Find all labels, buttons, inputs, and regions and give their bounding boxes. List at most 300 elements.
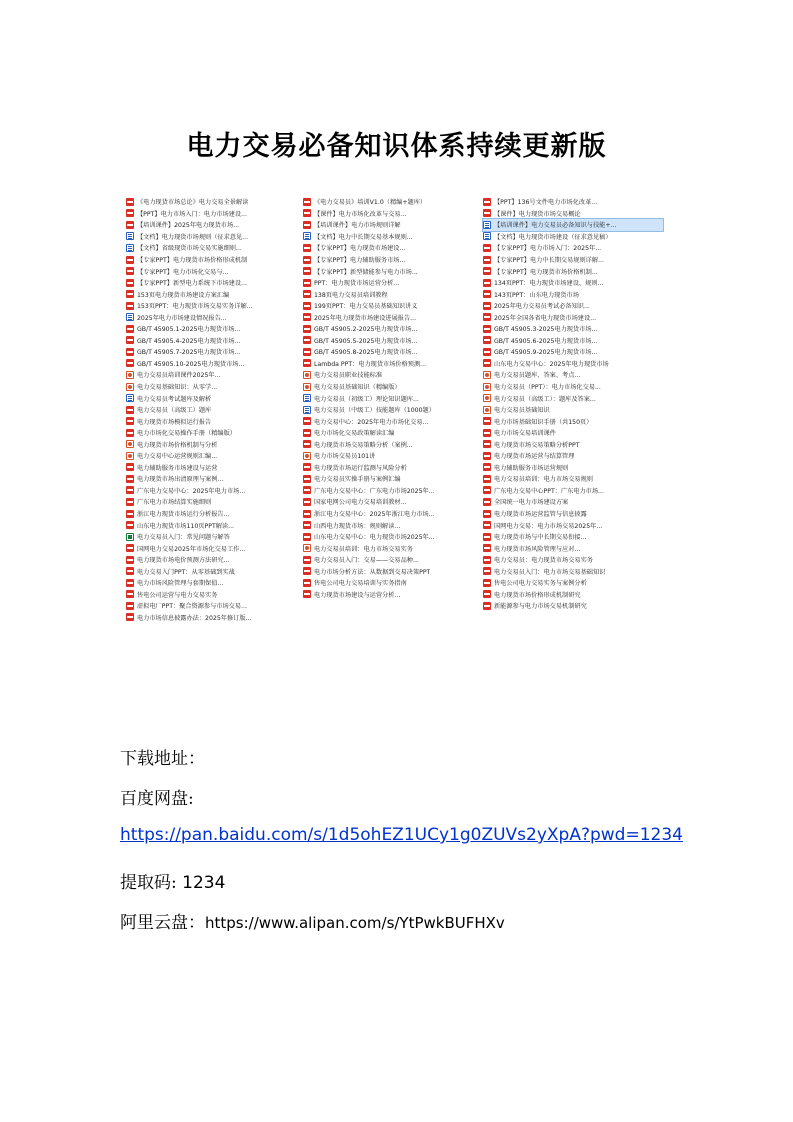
pdf-file-icon <box>303 209 311 217</box>
pdf-file-icon <box>303 417 311 425</box>
file-item[interactable] <box>303 392 483 404</box>
file-name: 电力现货市场电价预测方法研究... <box>137 557 230 565</box>
file-name: 广东电力市场结算实施细则 <box>137 499 212 507</box>
pdf-file-icon <box>483 556 491 564</box>
file-item[interactable] <box>303 415 483 427</box>
file-name: 电力现货市场与中长期交易衔接... <box>494 534 587 542</box>
file-item[interactable] <box>303 404 483 416</box>
pdf-file-icon <box>126 209 134 217</box>
file-item[interactable] <box>126 231 306 243</box>
file-name: GB/T 45905.9-2025电力现货市场... <box>494 349 598 357</box>
file-item[interactable] <box>126 519 306 531</box>
file-name: 电力交易员（高级工）：题库及答案... <box>494 395 596 403</box>
file-name: 电力辅助服务市场运营规则 <box>494 464 569 472</box>
file-item[interactable] <box>126 346 306 358</box>
file-name: GB/T 45905.10-2025电力现货市场... <box>137 360 245 368</box>
pdf-file-icon <box>483 267 491 275</box>
ppt-file-icon <box>126 383 134 391</box>
file-item[interactable] <box>126 404 306 416</box>
file-name: 电力交易员入门：交易——交易品种... <box>314 557 419 565</box>
pdf-file-icon <box>483 486 491 494</box>
pdf-file-icon <box>483 440 491 448</box>
pdf-file-icon <box>126 590 134 598</box>
file-name: 《电力现货市场总论》电力交易全景解读 <box>137 199 249 207</box>
file-item[interactable] <box>483 254 663 266</box>
file-item[interactable] <box>126 242 306 254</box>
document-title: 电力交易必备知识体系持续更新版 <box>186 131 607 162</box>
file-item[interactable] <box>126 485 306 497</box>
file-item[interactable] <box>126 323 306 335</box>
file-item[interactable] <box>483 496 663 508</box>
baidu-label: 百度网盘: <box>120 789 194 809</box>
file-item[interactable] <box>483 450 663 462</box>
pdf-file-icon <box>303 440 311 448</box>
file-name: 电力交易员基础知识（精编版） <box>314 384 401 392</box>
file-name: 电力交易员职业技能标准 <box>314 372 383 380</box>
pdf-file-icon <box>126 556 134 564</box>
pdf-file-icon <box>126 302 134 310</box>
file-item[interactable] <box>483 427 663 439</box>
file-item[interactable] <box>303 577 483 589</box>
file-item[interactable] <box>483 335 663 347</box>
pdf-file-icon <box>303 486 311 494</box>
file-item[interactable] <box>126 381 306 393</box>
pdf-file-icon <box>483 579 491 587</box>
file-item[interactable] <box>483 346 663 358</box>
file-item[interactable] <box>483 600 663 612</box>
file-column-1 <box>126 196 306 623</box>
pdf-file-icon <box>303 221 311 229</box>
file-name: 电力现货市场价格形成机制研究 <box>494 591 581 599</box>
file-item[interactable] <box>483 219 663 231</box>
ppt-file-icon <box>126 452 134 460</box>
file-name: 【文档】电力现货市场规则（征求意见... <box>137 233 249 241</box>
file-name: 电力交易员培训课件2025年... <box>137 372 221 380</box>
file-item[interactable] <box>303 346 483 358</box>
file-item[interactable] <box>126 600 306 612</box>
aliyun-label: 阿里云盘： <box>120 913 205 933</box>
file-name: 【培训课件】电力交易员必备知识与技能+... <box>494 222 617 230</box>
file-name: GB/T 45905.5-2025电力现货市场... <box>314 337 418 345</box>
file-name: 【专家PPT】电力市场入门：2025年... <box>494 245 602 253</box>
file-item[interactable] <box>126 554 306 566</box>
file-name: 【文档】电力现货市场建设（征求意见稿） <box>494 233 612 241</box>
file-item[interactable] <box>303 242 483 254</box>
file-item[interactable] <box>483 542 663 554</box>
pdf-file-icon <box>483 279 491 287</box>
file-item[interactable] <box>483 323 663 335</box>
file-item[interactable] <box>126 496 306 508</box>
pdf-file-icon <box>303 348 311 356</box>
file-item[interactable] <box>483 288 663 300</box>
doc-file-icon <box>126 394 134 402</box>
pdf-file-icon <box>126 417 134 425</box>
file-item[interactable] <box>126 335 306 347</box>
pdf-file-icon <box>126 221 134 229</box>
file-name: 电力现货市场出清原理与案例... <box>137 476 224 484</box>
file-name: 国网电力交易2025年市场化交易工作... <box>137 545 246 553</box>
file-item[interactable] <box>126 531 306 543</box>
file-item[interactable] <box>303 473 483 485</box>
file-name: 电力辅助服务市场建设与运营 <box>137 464 218 472</box>
pdf-file-icon <box>126 325 134 333</box>
file-name: 【培训课件】电力市场规则详解 <box>314 222 401 230</box>
file-item[interactable] <box>483 531 663 543</box>
file-item[interactable] <box>483 508 663 520</box>
pdf-file-icon <box>303 429 311 437</box>
pdf-file-icon <box>126 463 134 471</box>
file-item[interactable] <box>126 589 306 601</box>
file-item[interactable] <box>303 485 483 497</box>
file-name: 电力市场交易员101讲 <box>314 453 376 461</box>
pdf-file-icon <box>303 533 311 541</box>
file-name: GB/T 45905.6-2025电力现货市场... <box>494 337 598 345</box>
pdf-file-icon <box>303 313 311 321</box>
ppt-file-icon <box>303 371 311 379</box>
file-item[interactable] <box>126 508 306 520</box>
pdf-file-icon <box>126 406 134 414</box>
file-item[interactable] <box>303 554 483 566</box>
file-name: 《电力交易员》培训V1.0（精编+题库） <box>314 199 427 207</box>
file-name: 国家电网公司电力交易培训教材... <box>314 499 407 507</box>
file-item[interactable] <box>483 438 663 450</box>
pdf-file-icon <box>303 556 311 564</box>
file-name: 山西电力现货市场：规则解读... <box>314 522 401 530</box>
file-item[interactable] <box>126 277 306 289</box>
file-item[interactable] <box>303 462 483 474</box>
file-item[interactable] <box>126 577 306 589</box>
file-name: 电力交易中心运营规则汇编... <box>137 453 218 461</box>
file-name: 【专家PPT】电力现货市场价格机制... <box>494 268 598 276</box>
file-item[interactable] <box>303 531 483 543</box>
file-item[interactable] <box>303 381 483 393</box>
pdf-file-icon <box>483 256 491 264</box>
pdf-file-icon <box>483 209 491 217</box>
file-item[interactable] <box>483 369 663 381</box>
doc-file-icon <box>126 313 134 321</box>
pdf-file-icon <box>303 579 311 587</box>
pdf-file-icon <box>126 336 134 344</box>
file-name: GB/T 45905.7-2025电力现货市场... <box>137 349 241 357</box>
file-name: 电力交易中心：2025年电力市场化交易... <box>314 418 429 426</box>
pdf-file-icon <box>126 290 134 298</box>
file-name: 2025年电力市场建设情况报告... <box>137 314 227 322</box>
file-item[interactable] <box>126 438 306 450</box>
file-name: 电力交易员入门：常见问题与解答 <box>137 534 230 542</box>
file-item[interactable] <box>483 208 663 220</box>
file-item[interactable] <box>483 231 663 243</box>
file-item[interactable] <box>483 589 663 601</box>
file-item[interactable] <box>126 208 306 220</box>
file-name: GB/T 45905.4-2025电力现货市场... <box>137 337 241 345</box>
file-name: 电力现货市场建设与运营分析... <box>314 591 401 599</box>
file-name: 【PPT】电力市场入门：电力市场建设... <box>137 210 247 218</box>
pdf-file-icon <box>483 336 491 344</box>
xls-file-icon <box>126 533 134 541</box>
pdf-file-icon <box>126 348 134 356</box>
file-item[interactable] <box>126 288 306 300</box>
file-item[interactable] <box>303 589 483 601</box>
pdf-file-icon <box>126 256 134 264</box>
file-item[interactable] <box>126 462 306 474</box>
baidu-pan-link[interactable]: https://pan.baidu.com/s/1d5ohEZ1UCy1g0ZUVs2yXpA?pwd=1234 <box>120 825 683 845</box>
file-name: 电力交易员实操手册与案例汇编 <box>314 476 401 484</box>
file-item[interactable] <box>483 381 663 393</box>
ppt-file-icon <box>483 394 491 402</box>
file-item[interactable] <box>303 277 483 289</box>
file-item[interactable] <box>483 577 663 589</box>
pdf-file-icon <box>126 544 134 552</box>
pdf-file-icon <box>483 348 491 356</box>
pdf-file-icon <box>483 313 491 321</box>
pdf-file-icon <box>303 336 311 344</box>
file-name: 广东电力交易中心PPT：广东电力市场... <box>494 487 604 495</box>
pdf-file-icon <box>483 452 491 460</box>
aliyun-line <box>120 908 505 933</box>
pdf-file-icon <box>303 463 311 471</box>
pdf-file-icon <box>483 198 491 206</box>
file-item[interactable] <box>303 254 483 266</box>
file-name: 电力交易员（中级工）技能题库（1000题） <box>314 407 435 415</box>
pdf-file-icon <box>126 510 134 518</box>
file-name: GB/T 45905.3-2025电力现货市场... <box>494 326 598 334</box>
pdf-file-icon <box>483 602 491 610</box>
file-item[interactable] <box>303 219 483 231</box>
file-item[interactable] <box>303 496 483 508</box>
file-name: 【专家PPT】电力中长期交易规则详解... <box>494 257 604 264</box>
ppt-file-icon <box>483 383 491 391</box>
file-name: 电力市场化交易操作手册（精编版） <box>137 430 236 438</box>
file-name: 售电公司运营与电力交易实务 <box>137 591 218 599</box>
file-name: 电力交易基础知识：从零学... <box>137 384 218 392</box>
file-item[interactable] <box>126 542 306 554</box>
file-name: 电力交易员：电力现货市场交易实务 <box>494 557 593 565</box>
file-name: 电力现货市场模拟运行报告 <box>137 418 212 426</box>
doc-file-icon <box>126 232 134 240</box>
file-item[interactable] <box>303 311 483 323</box>
pdf-file-icon <box>483 544 491 552</box>
file-name: 【专家PPT】电力市场化交易与... <box>137 268 229 276</box>
pdf-file-icon <box>483 521 491 529</box>
file-item[interactable] <box>303 288 483 300</box>
file-name: 电力交易员考试题库及解析 <box>137 395 212 403</box>
file-item[interactable] <box>303 450 483 462</box>
file-item[interactable] <box>303 438 483 450</box>
pdf-file-icon <box>126 602 134 610</box>
file-name: PPT：电力现货市场运营分析... <box>314 280 400 288</box>
file-name: 国网电力交易：电力市场交易2025年... <box>494 522 603 530</box>
pdf-file-icon <box>483 417 491 425</box>
pdf-file-icon <box>126 475 134 483</box>
file-name: 电力市场交易培训课件 <box>494 430 556 438</box>
file-item[interactable] <box>126 358 306 370</box>
file-name: 电力市场化交易政策解读汇编 <box>314 430 395 438</box>
file-item[interactable] <box>483 242 663 254</box>
file-name: 电力交易员（高级工）题库 <box>137 407 212 415</box>
file-item[interactable] <box>483 485 663 497</box>
aliyun-url: https://www.alipan.com/s/YtPwkBUFHXv <box>205 914 505 932</box>
file-name: 153页PPT：电力现货市场交易实务详解... <box>137 303 253 311</box>
pdf-file-icon <box>126 279 134 287</box>
file-item[interactable] <box>126 265 306 277</box>
ppt-file-icon <box>483 371 491 379</box>
file-item[interactable] <box>303 542 483 554</box>
file-item[interactable] <box>483 554 663 566</box>
file-name: 浙江电力交易中心：2025年浙江电力市场... <box>314 511 435 519</box>
file-item[interactable] <box>303 369 483 381</box>
file-name: 【专家PPT】电力现货市场价格形成机制 <box>137 257 248 264</box>
ppt-file-icon <box>126 371 134 379</box>
file-name: 虚拟电厂PPT：聚合资源参与市场交易... <box>137 603 247 611</box>
extraction-code-label: 提取码: <box>120 873 177 893</box>
file-item[interactable] <box>483 300 663 312</box>
file-name: 【培训课件】2025年电力现货市场... <box>137 222 240 230</box>
file-name: 电力市场信息披露办法：2025年修订版... <box>137 614 252 622</box>
file-item[interactable] <box>483 392 663 404</box>
file-item[interactable] <box>126 219 306 231</box>
extraction-code-value: 1234 <box>182 873 226 893</box>
pdf-file-icon <box>126 486 134 494</box>
pdf-file-icon <box>483 244 491 252</box>
file-item[interactable] <box>483 519 663 531</box>
file-item[interactable] <box>303 231 483 243</box>
ppt-file-icon <box>303 544 311 552</box>
file-name: 电力现货市场运营与结算管理 <box>494 453 575 461</box>
pdf-file-icon <box>126 359 134 367</box>
pdf-file-icon <box>483 463 491 471</box>
file-name: 电力现货市场交易策略分析（案例... <box>314 441 413 449</box>
file-item[interactable] <box>483 415 663 427</box>
file-name: 电力交易员培训：电力市场交易实务 <box>314 545 413 553</box>
pdf-file-icon <box>126 498 134 506</box>
file-item[interactable] <box>126 254 306 266</box>
file-column-2 <box>303 196 483 600</box>
file-item[interactable] <box>483 566 663 578</box>
extraction-code-line <box>120 868 225 893</box>
file-item[interactable] <box>126 369 306 381</box>
file-item[interactable] <box>483 311 663 323</box>
doc-file-icon <box>303 232 311 240</box>
file-item[interactable] <box>303 358 483 370</box>
file-item[interactable] <box>126 566 306 578</box>
file-name: 电力交易员（初级工）理论知识题库... <box>314 395 419 403</box>
ppt-file-icon <box>303 383 311 391</box>
file-item[interactable] <box>303 208 483 220</box>
file-item[interactable] <box>483 265 663 277</box>
file-item[interactable] <box>303 519 483 531</box>
file-item[interactable] <box>126 392 306 404</box>
doc-file-icon <box>303 406 311 414</box>
file-item[interactable] <box>303 427 483 439</box>
file-name: GB/T 45905.1-2025电力现货市场... <box>137 326 241 334</box>
file-item[interactable] <box>303 265 483 277</box>
file-name: 电力市场分析方法：从数据到交易决策PPT <box>314 568 431 576</box>
file-name: 2025年全国各省电力现货市场建设... <box>494 314 597 322</box>
file-name: 电力交易入门PPT：从零基础到实战 <box>137 568 235 576</box>
file-name: GB/T 45905.2-2025电力现货市场... <box>314 326 418 334</box>
file-item[interactable] <box>303 335 483 347</box>
pdf-file-icon <box>126 198 134 206</box>
file-name: 电力现货市场运行监测与风险分析 <box>314 464 407 472</box>
file-item[interactable] <box>303 508 483 520</box>
file-name: 山东电力交易中心：电力现货市场2025年... <box>314 534 435 542</box>
file-name: 【专家PPT】电力辅助服务市场... <box>314 257 406 264</box>
pdf-file-icon <box>126 579 134 587</box>
pdf-file-icon <box>126 613 134 621</box>
file-item[interactable] <box>126 311 306 323</box>
pdf-file-icon <box>483 533 491 541</box>
file-name: 电力交易员入门：电力市场交易基础知识 <box>494 568 606 576</box>
file-name: 新能源参与电力市场交易机制研究 <box>494 603 587 611</box>
download-heading: 下载地址： <box>120 749 205 769</box>
file-name: 153页电力现货市场建设方案汇编 <box>137 291 230 299</box>
file-name: 【文档】省级现货市场交易实施细则... <box>137 245 242 253</box>
pdf-file-icon <box>483 290 491 298</box>
file-item[interactable] <box>483 196 663 208</box>
pdf-file-icon <box>303 510 311 518</box>
file-name: 广东电力交易中心：广东电力市场2025年... <box>314 487 435 495</box>
file-item[interactable] <box>126 300 306 312</box>
pdf-file-icon <box>126 429 134 437</box>
file-item[interactable] <box>126 612 306 624</box>
doc-file-icon <box>303 394 311 402</box>
file-name: 134页PPT：电力现货市场建设、规则... <box>494 280 604 288</box>
pdf-file-icon <box>483 567 491 575</box>
file-item[interactable] <box>483 404 663 416</box>
pdf-file-icon <box>483 590 491 598</box>
file-item[interactable] <box>303 300 483 312</box>
doc-file-icon <box>126 244 134 252</box>
file-item[interactable] <box>483 358 663 370</box>
pdf-file-icon <box>303 475 311 483</box>
pdf-file-icon <box>303 244 311 252</box>
file-name: 199页PPT：电力交易员基础知识讲义 <box>314 303 418 311</box>
file-item[interactable] <box>303 196 483 208</box>
file-name: 售电公司电力交易实务与案例分析 <box>494 580 587 588</box>
doc-file-icon <box>483 221 491 229</box>
file-item[interactable] <box>483 277 663 289</box>
pdf-file-icon <box>303 302 311 310</box>
pdf-file-icon <box>303 198 311 206</box>
file-item[interactable] <box>126 450 306 462</box>
pdf-file-icon <box>303 359 311 367</box>
file-item[interactable] <box>126 473 306 485</box>
file-name: Lambda PPT：电力现货市场价格预测... <box>314 360 427 368</box>
file-name: 电力交易员（PPT）：电力市场化交易... <box>494 384 601 392</box>
file-name: 2025年电力现货市场建设进展报告... <box>314 314 417 322</box>
doc-file-icon <box>483 232 491 240</box>
file-name: 【专家PPT】新型电力系统下市场建设... <box>137 280 247 288</box>
ppt-file-icon <box>126 440 134 448</box>
file-item[interactable] <box>303 566 483 578</box>
file-item[interactable] <box>126 196 306 208</box>
file-name: 【课件】电力市场化改革与交易... <box>314 210 407 218</box>
file-listing-screenshot <box>126 196 664 622</box>
file-name: 电力市场基础知识手册（共150页） <box>494 418 593 426</box>
file-name: 【课件】电力现货市场交易概论 <box>494 210 581 218</box>
file-item[interactable] <box>483 462 663 474</box>
file-name: 山东电力现货市场110页PPT解读... <box>137 522 235 530</box>
file-item[interactable] <box>126 415 306 427</box>
file-name: 电力现货市场价格机制与分析 <box>137 441 218 449</box>
file-item[interactable] <box>483 473 663 485</box>
pdf-file-icon <box>303 325 311 333</box>
file-name: 143页PPT：山东电力现货市场 <box>494 291 579 299</box>
file-name: 全国统一电力市场建设方案 <box>494 499 569 507</box>
file-item[interactable] <box>126 427 306 439</box>
file-item[interactable] <box>303 323 483 335</box>
file-name: 电力现货市场运营监管与信息披露 <box>494 511 587 519</box>
